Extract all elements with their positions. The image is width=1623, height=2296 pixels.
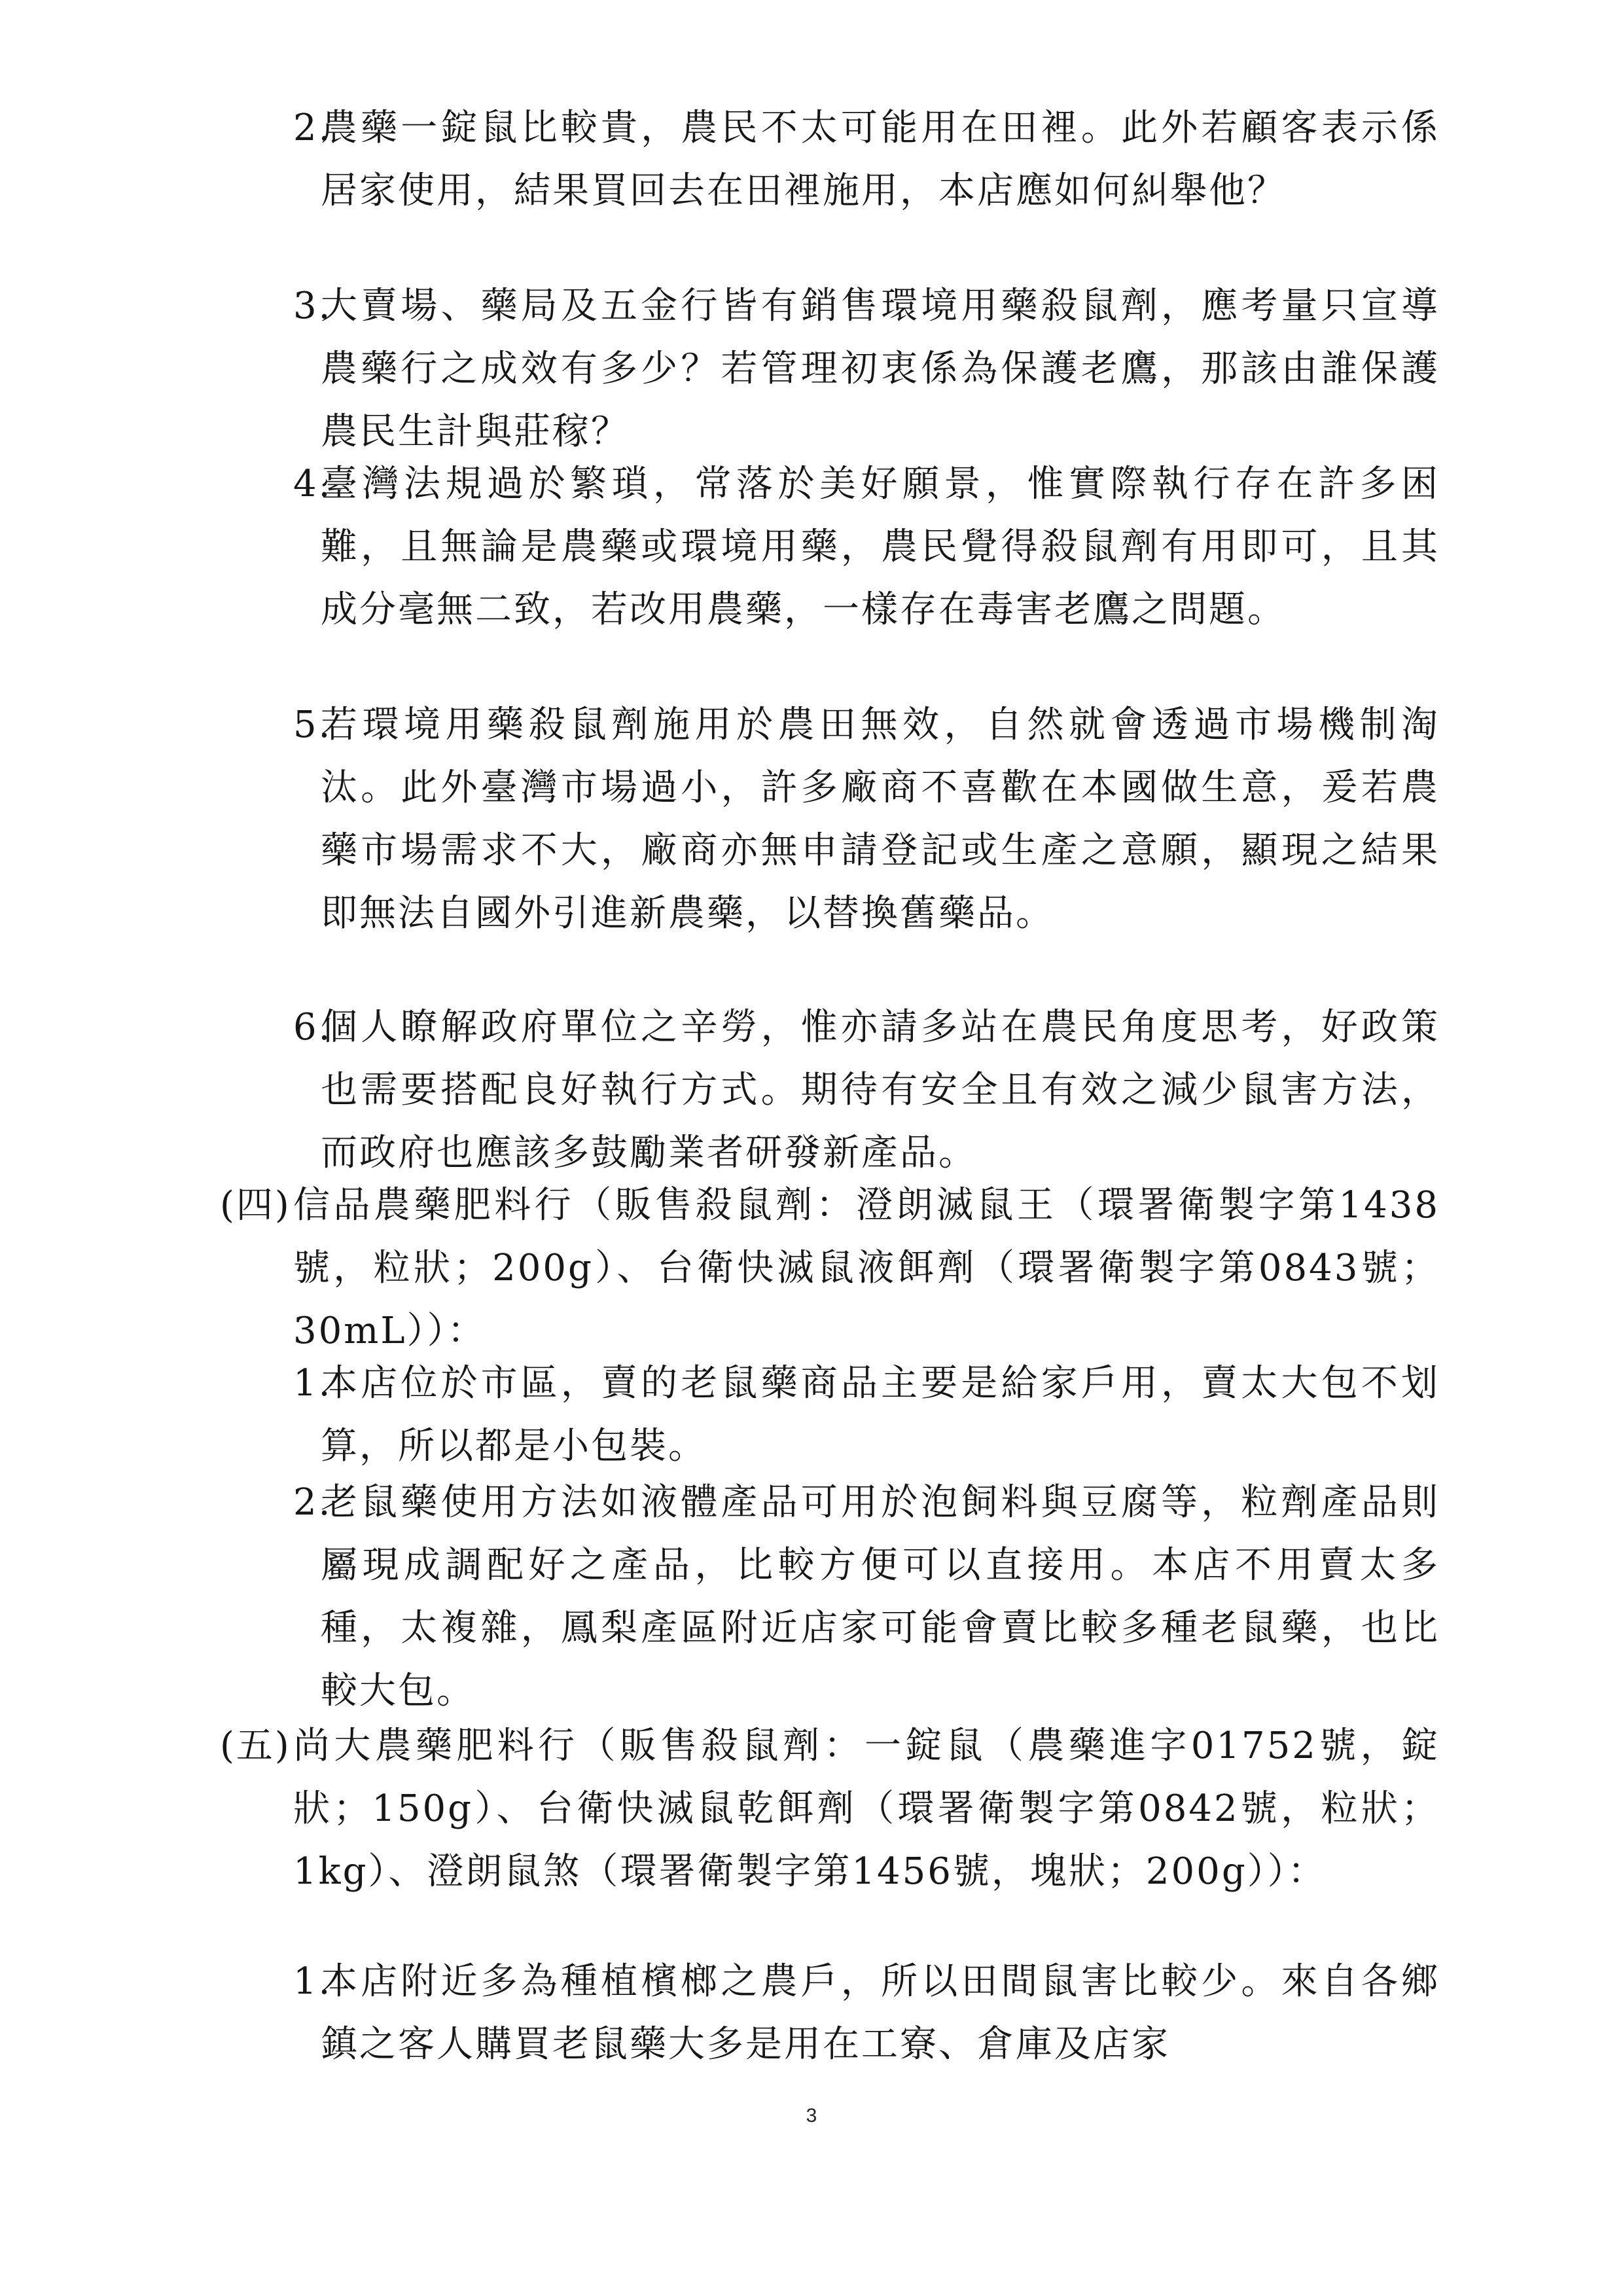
list-item-6 — [293, 996, 1440, 1185]
list-item-2 — [293, 97, 1440, 223]
list-item-3 — [293, 275, 1440, 463]
list-item-text: 個人瞭解政府單位之辛勞，惟亦請多站在農民角度思考，好政策也需要搭配良好執行方式。期待有安全且有效之減少鼠害方法，而政府也應該多鼓勵業者研發新產品。 — [321, 1006, 1440, 1174]
list-item-text: 本店附近多為種植檳榔之農戶，所以田間鼠害比較少。來自各鄉鎮之客人購買老鼠藥大多是用在工寮、倉庫及店家 — [321, 1960, 1440, 2066]
section-5 — [220, 1715, 1440, 1903]
list-item-number: 3. — [293, 285, 332, 327]
list-item-number: 5. — [293, 704, 332, 746]
list-item-number: 2. — [293, 107, 332, 149]
list-item-text: 老鼠藥使用方法如液體產品可用於泡飼料與豆腐等，粒劑產品則屬現成調配好之產品，比較方便可以直接用。本店不用賣太多種，太複雜，鳳梨產區附近店家可能會賣比較多種老鼠藥，也比較大包。 — [321, 1481, 1440, 1712]
list-item-2 — [293, 1471, 1440, 1723]
list-item-4 — [293, 453, 1440, 641]
list-item-text: 臺灣法規過於繁瑣，常落於美好願景，惟實際執行存在許多困難，且無論是農藥或環境用藥，農民覺得殺鼠劑有用即可，且其成分毫無二致，若改用農藥，一樣存在毒害老鷹之問題。 — [321, 463, 1440, 631]
list-item-number: 1. — [293, 1960, 332, 2003]
section-text: 尚大農藥肥料行（販售殺鼠劑：一錠鼠（農藥進字01752號，錠狀；150g）、台衛快滅鼠乾餌劑（環署衛製字第0842號，粒狀；1kg）、澄朗鼠煞（環署衛製字第1456號，塊狀；200g））： — [293, 1725, 1440, 1893]
list-item-number: 2. — [293, 1481, 332, 1524]
page-number: 3 — [806, 2105, 817, 2126]
section-text: 信品農藥肥料行（販售殺鼠劑：澄朗滅鼠王（環署衛製字第1438號，粒狀；200g）、台衛快滅鼠液餌劑（環署衛製字第0843號；30mL））： — [293, 1184, 1440, 1352]
list-item-text: 本店位於市區，賣的老鼠藥商品主要是給家戶用，賣太大包不划算，所以都是小包裝。 — [321, 1362, 1440, 1467]
list-item-1 — [293, 1950, 1440, 2076]
section-number: (五) — [220, 1725, 291, 1767]
list-item-text: 若環境用藥殺鼠劑施用於農田無效，自然就會透過市場機制淘汰。此外臺灣市場過小，許多廠商不喜歡在本國做生意，爰若農藥市場需求不大，廠商亦無申請登記或生產之意願，顯現之結果即無法自國外引進新農藥，以替換舊藥品。 — [321, 704, 1440, 935]
section-number: (四) — [220, 1184, 291, 1227]
list-item-number: 6. — [293, 1006, 332, 1049]
list-item-number: 4. — [293, 463, 332, 505]
list-item-text: 農藥一錠鼠比較貴，農民不太可能用在田裡。此外若顧客表示係居家使用，結果買回去在田裡施用，本店應如何糾舉他？ — [321, 107, 1440, 212]
list-item-5 — [293, 694, 1440, 945]
list-item-text: 大賣場、藥局及五金行皆有銷售環境用藥殺鼠劑，應考量只宣導農藥行之成效有多少？若管理初衷係為保護老鷹，那該由誰保護農民生計與莊稼？ — [321, 285, 1440, 453]
list-item-number: 1. — [293, 1362, 332, 1405]
section-4 — [220, 1174, 1440, 1363]
list-item-1 — [293, 1352, 1440, 1478]
